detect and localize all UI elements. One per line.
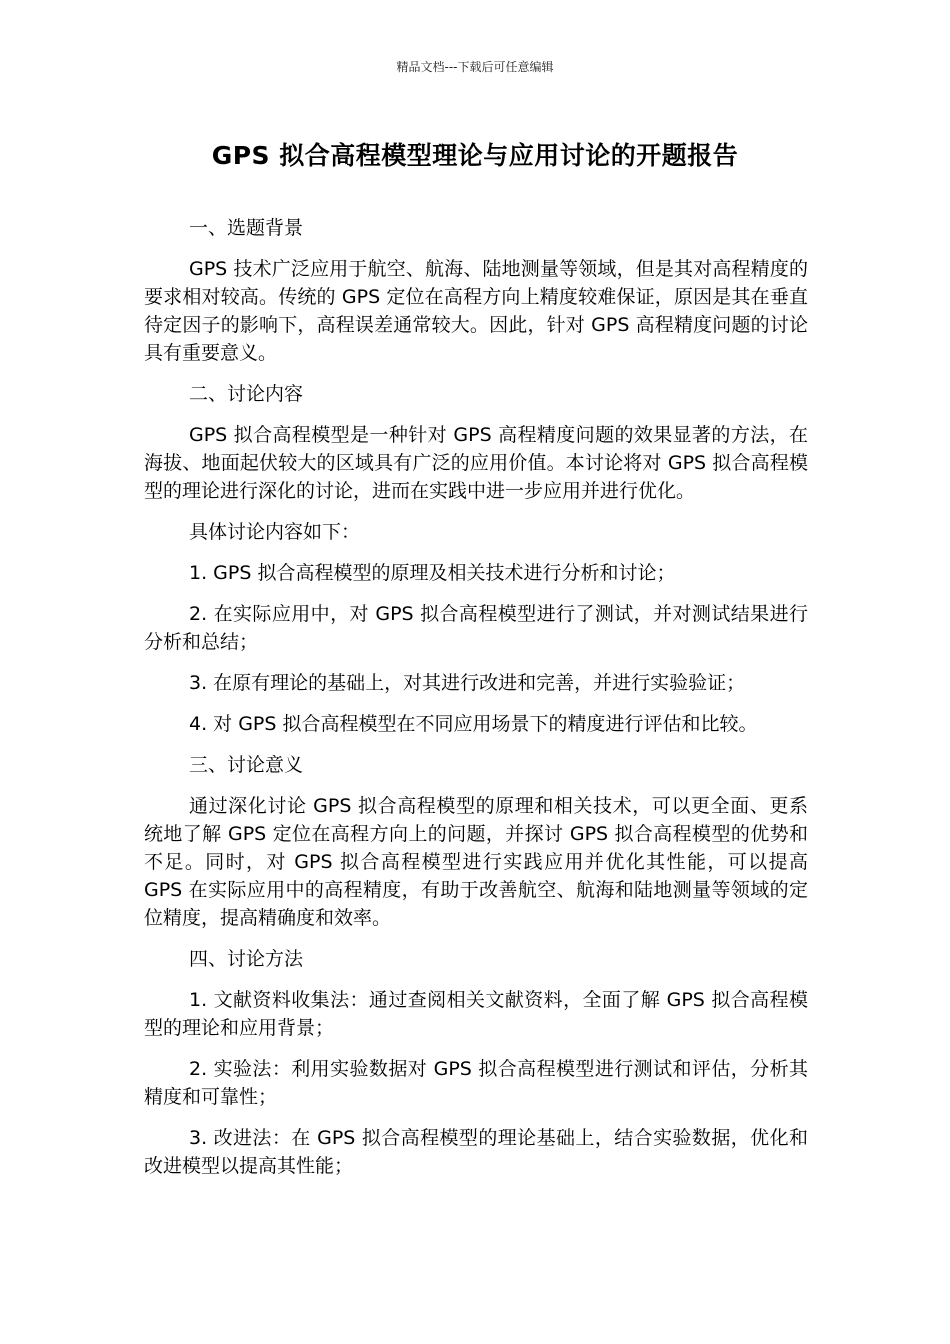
list-item-content-2: 2. 在实际应用中，对 GPS 拟合高程模型进行了测试，并对测试结果进行分析和总结； [144, 603, 808, 653]
paragraph-content: GPS 拟合高程模型是一种针对 GPS 高程精度问题的效果显著的方法，在海拔、地面起伏较大的区域具有广泛的应用价值。本讨论将对 GPS 拟合高程模型的理论进行深化的讨论，进而在实践中进一步应用并进行优化。 [144, 424, 808, 502]
list-item-content-1: 1. GPS 拟合高程模型的原理及相关技术进行分析和讨论； [189, 562, 676, 584]
list-item-method-1: 1. 文献资料收集法：通过查阅相关文献资料，全面了解 GPS 拟合高程模型的理论和应用背景； [144, 989, 808, 1039]
document-title: GPS 拟合高程模型理论与应用讨论的开题报告 [211, 141, 739, 170]
header-note: 精品文档---下载后可任意编辑 [396, 60, 554, 74]
section-heading-background: 一、选题背景 [189, 217, 304, 239]
section-heading-significance: 三、讨论意义 [189, 754, 304, 776]
list-item-content-4: 4. 对 GPS 拟合高程模型在不同应用场景下的精度进行评估和比较。 [189, 713, 758, 735]
document-body [144, 214, 808, 1193]
list-item-method-3: 3. 改进法：在 GPS 拟合高程模型的理论基础上，结合实验数据，优化和改进模型以提高其性能； [144, 1127, 808, 1177]
list-item-content-3: 3. 在原有理论的基础上，对其进行改进和完善，并进行实验验证； [189, 672, 746, 694]
paragraph-significance: 通过深化讨论 GPS 拟合高程模型的原理和相关技术，可以更全面、更系统地了解 GPS 定位在高程方向上的问题，并探讨 GPS 拟合高程模型的优势和不足。同时，对 GPS 拟合高程模型进行实践应用并优化其性能，可以提高 GPS 在实际应用中的高程精度，有助于改善航空、航海和陆地测量等领域的定位精度，提高精确度和效率。 [144, 795, 808, 929]
section-heading-content: 二、讨论内容 [189, 383, 304, 405]
paragraph-content-intro: 具体讨论内容如下： [189, 521, 361, 543]
section-heading-methods: 四、讨论方法 [189, 948, 304, 970]
list-item-method-2: 2. 实验法：利用实验数据对 GPS 拟合高程模型进行测试和评估，分析其精度和可靠性； [144, 1058, 808, 1108]
paragraph-background: GPS 技术广泛应用于航空、航海、陆地测量等领域，但是其对高程精度的要求相对较高。传统的 GPS 定位在高程方向上精度较难保证，原因是其在垂直待定因子的影响下，高程误差通常较大。因此，针对 GPS 高程精度问题的讨论具有重要意义。 [144, 258, 808, 364]
